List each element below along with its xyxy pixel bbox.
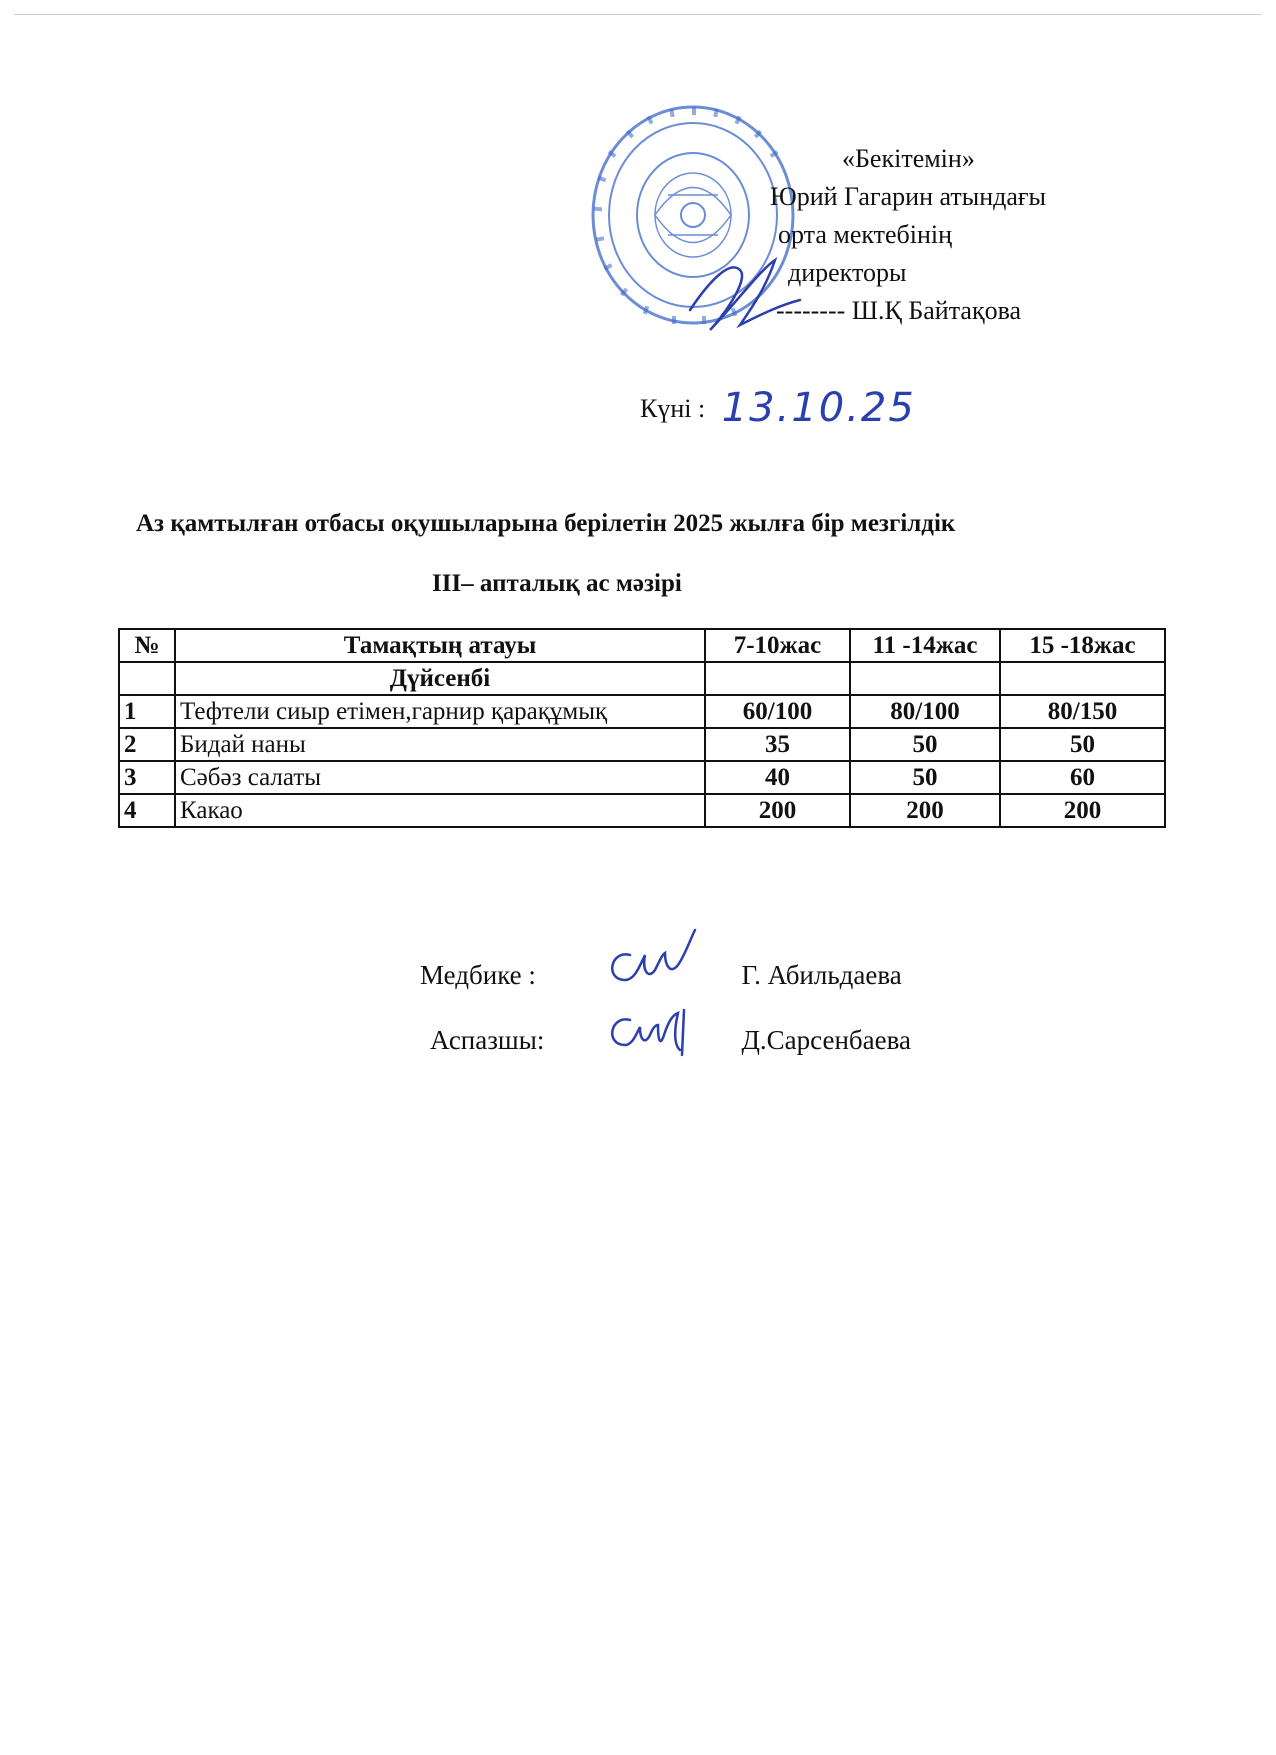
table-row [119,794,1165,827]
row-number: 2 [119,728,175,761]
portion-11-14: 50 [850,728,1000,761]
date-value: 13.10.25 [721,385,916,431]
portion-7-10: 200 [705,794,850,827]
document-title: Аз қамтылған отбасы оқушыларына берілетін 2025 жылға бір мезгілдік [136,510,956,537]
table-row [119,761,1165,794]
document-subtitle: ІІІ– апталық ас мәзірі [432,570,682,597]
header-age-11-14: 11 -14жас [850,629,1000,662]
approval-block [770,140,1100,330]
approval-position: директоры [788,258,907,287]
table-day-row [119,662,1165,695]
day-label: Дүйсенбі [175,662,705,695]
portion-11-14: 50 [850,761,1000,794]
portion-7-10: 35 [705,728,850,761]
menu-table [118,628,1166,828]
date-label: Күні : [640,394,706,423]
cook-signature [600,995,710,1065]
table-row [119,728,1165,761]
portion-11-14: 200 [850,794,1000,827]
approval-school-type: орта мектебінің [778,220,953,249]
page-edge-line [14,14,1262,15]
portion-15-18: 60 [1000,761,1165,794]
portion-7-10: 60/100 [705,695,850,728]
nurse-name: Г. Абильдаева [741,960,902,990]
header-age-15-18: 15 -18жас [1000,629,1165,662]
table-header-row [119,629,1165,662]
row-number: 1 [119,695,175,728]
nurse-role: Медбике : [420,960,536,990]
header-age-7-10: 7-10жас [705,629,850,662]
cook-role: Аспазшы: [430,1025,545,1055]
approval-heading: «Бекітемін» [842,144,975,173]
dish-name: Сәбәз салаты [175,761,705,794]
portion-15-18: 50 [1000,728,1165,761]
approval-director-name: -------- Ш.Қ Байтақова [776,296,1022,325]
dish-name: Бидай наны [175,728,705,761]
portion-11-14: 80/100 [850,695,1000,728]
row-number: 3 [119,761,175,794]
dish-name: Какао [175,794,705,827]
header-number: № [119,629,175,662]
nurse-signature [600,925,710,995]
header-dish-name: Тамақтың атауы [175,629,705,662]
director-signature [680,250,810,340]
dish-name: Тефтели сиыр етімен,гарнир қарақұмық [175,695,705,728]
portion-15-18: 200 [1000,794,1165,827]
portion-15-18: 80/150 [1000,695,1165,728]
date-row [640,385,916,431]
cook-name: Д.Сарсенбаева [741,1025,911,1055]
row-number: 4 [119,794,175,827]
approval-school-name: Юрий Гагарин атындағы [770,182,1047,211]
portion-7-10: 40 [705,761,850,794]
table-row [119,695,1165,728]
